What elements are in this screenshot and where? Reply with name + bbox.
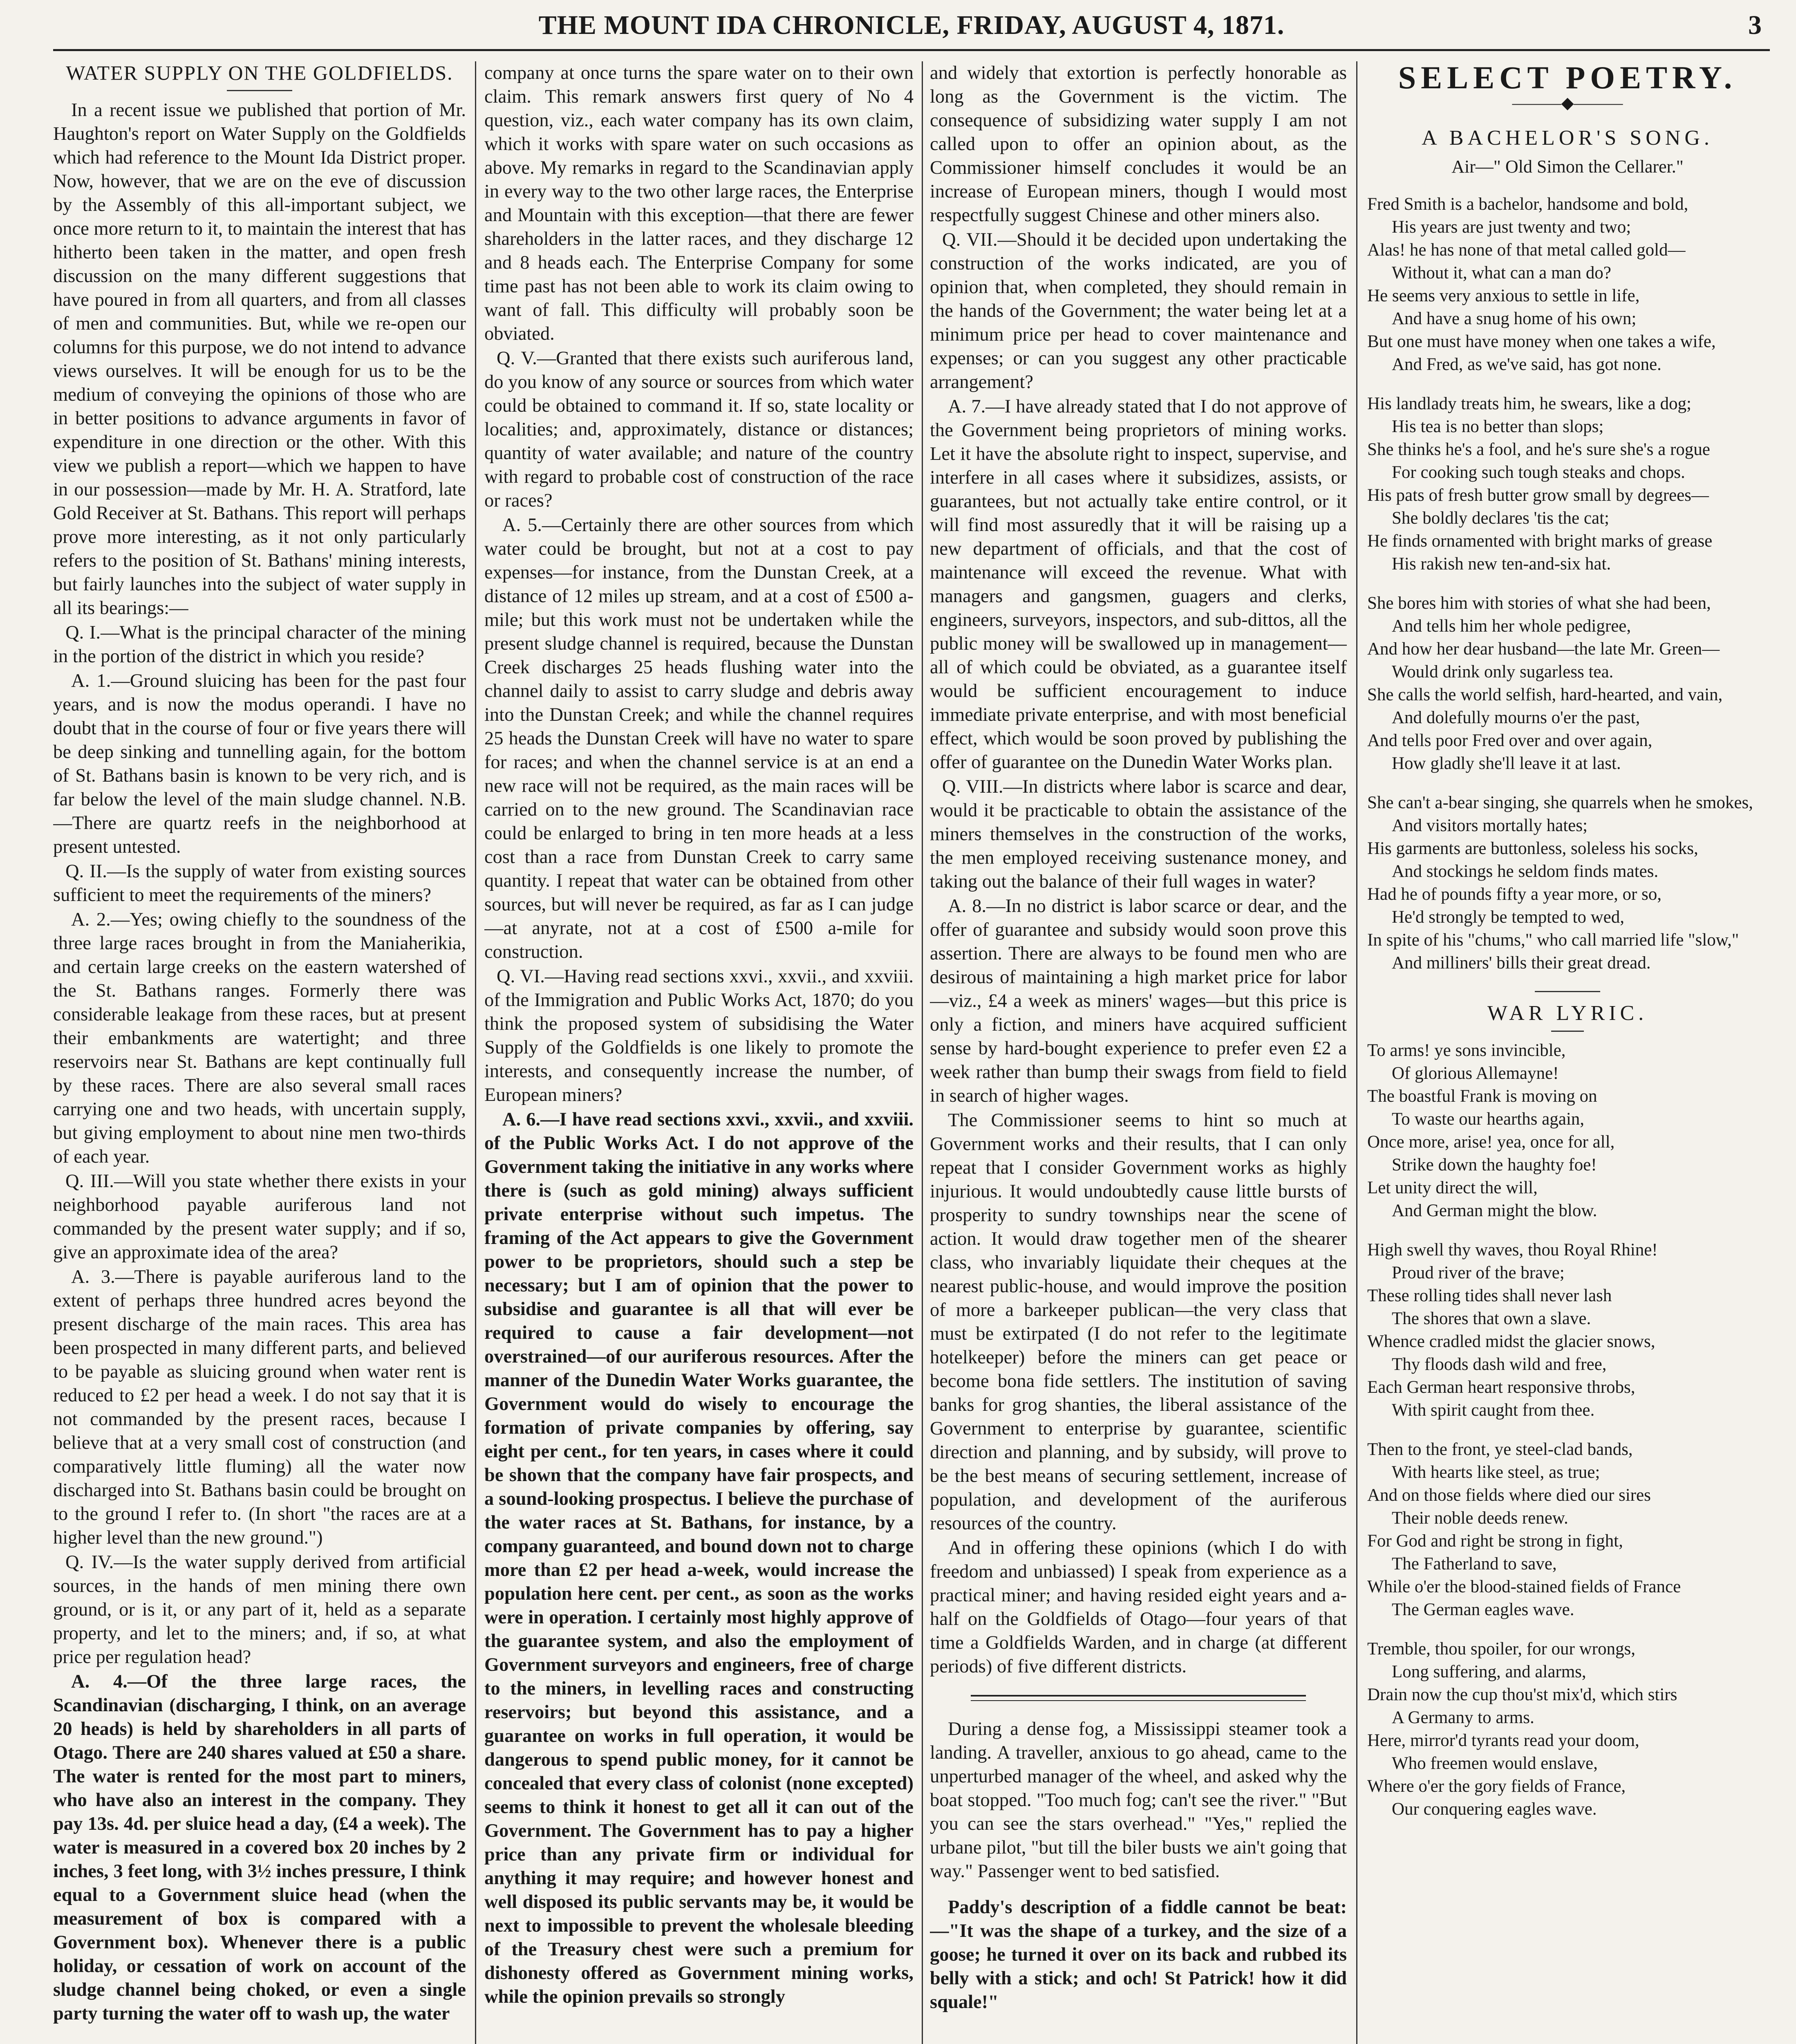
poem-line: Without it, what can a man do?	[1392, 263, 1611, 282]
poem-line: To arms! ye sons invincible,	[1367, 1041, 1566, 1060]
poem-line: And tells him her whole pedigree,	[1392, 616, 1631, 636]
poem-line: The German eagles wave.	[1392, 1600, 1574, 1619]
question: Q. VII.—Should it be decided upon undertaking the construction of the works indicated, are you of opinion that, when completed, they should remain in the hands of the Government; the water being let at a minimum price per head to cover maintenance and expenses; or can you suggest any other practicable arrangement?	[930, 229, 1347, 392]
poem-line: And on those fields where died our sires	[1367, 1486, 1651, 1505]
stanza	[1367, 1438, 1768, 1621]
divider	[971, 1695, 1306, 1701]
poem-line: These rolling tides shall never lash	[1367, 1286, 1612, 1305]
poem-line: For God and right be strong in fight,	[1367, 1531, 1623, 1551]
poem-line: Would drink only sugarless tea.	[1392, 662, 1614, 681]
stanza	[1367, 193, 1768, 376]
poem-line: Had he of pounds fifty a year more, or so,	[1367, 885, 1662, 904]
poem-line: But one must have money when one takes a wife,	[1367, 332, 1716, 351]
poem-line: Their noble deeds renew.	[1392, 1508, 1568, 1528]
poem-line: Let unity direct the will,	[1367, 1178, 1538, 1197]
poem-line: His pats of fresh butter grow small by degrees—	[1367, 486, 1709, 505]
stanza	[1367, 392, 1768, 576]
poem-line: While o'er the blood-stained fields of France	[1367, 1577, 1681, 1596]
poem-line: Thy floods dash wild and free,	[1392, 1355, 1607, 1374]
poem-line: Tremble, thou spoiler, for our wrongs,	[1367, 1639, 1635, 1659]
poem-line: Our conquering eagles wave.	[1392, 1800, 1597, 1819]
poem-line: Proud river of the brave;	[1392, 1263, 1565, 1282]
poem-line: He finds ornamented with bright marks of grease	[1367, 531, 1713, 551]
poetry-header: SELECT POETRY.	[1398, 61, 1737, 95]
poem-line: And dolefully mourns o'er the past,	[1392, 708, 1640, 727]
answer: A. 7.—I have already stated that I do not approve of the Government being proprietors of mining works. Let it have the absolute right to inspect, supervise, and interfere in all cases where it subsidizes, assists, or guarantees, but not actually take entire control, or it will find most assuredly that it will be raising up a new department of officials, and that the cost of maintenance will exceed the revenue. What with managers and gangsmen, guagers and clerks, engineers, surveyors, inspectors, and sub-dittos, all the public money will be swallowed up in management—all of which could be obviated, as a guarantee itself would be sufficient encouragement to induce immediate private enterprise, and with most beneficial effect, which would be soon proved by publishing the offer of guarantee on the Dunedin Water Works plan.	[930, 396, 1347, 773]
poem-line: Then to the front, ye steel-clad bands,	[1367, 1440, 1633, 1459]
column-3	[930, 61, 1347, 2044]
paragraph: The Commissioner seems to hint so much at Government works and their results, that I can only repeat that I consider Government works as highly injurious. It would undoubtedly cause little bursts of prosperity to sundry townships near the scene of action. It would draw together men of the shearer class, who invariably liquidate their cheques at the nearest public-house, and would improve the position of more a barkeeper publican—the very class that must be extirpated (I do not refer to the legitimate hotelkeeper) before the miners can get peace or become bona fide settlers. The institution of saving banks for grog shanties, the liberal assistance of the Government to enterprise by guarantee, scientific direction and planning, and by subsidy, will prove to be the best means of securing settlement, increase of population, and development of the auriferous resources of the country.	[930, 1110, 1347, 1534]
poem-line: With spirit caught from thee.	[1392, 1401, 1595, 1420]
anecdote: During a dense fog, a Mississippi steamer took a landing. A traveller, anxious to go ahead, came to the unperturbed manager of the wheel, and asked why the boat stopped. "Too much fog; can't see the river." "But you can see the stars overhead." "Yes," replied the urbane pilot, "but till the biler busts we ain't going that way." Passenger went to bed satisfied.	[930, 1719, 1347, 1882]
poem-line: And stockings he seldom finds mates.	[1392, 862, 1659, 881]
poem-line: Where o'er the gory fields of France,	[1367, 1777, 1626, 1796]
divider	[1551, 1031, 1584, 1032]
column-2	[484, 61, 914, 2044]
poem-line: With hearts like steel, as true;	[1392, 1463, 1600, 1482]
question: Q. II.—Is the supply of water from existing sources sufficient to meet the requirements of the miners?	[53, 861, 466, 905]
poem-line: And have a snug home of his own;	[1392, 309, 1637, 328]
poem-title: A BACHELOR'S SONG.	[1422, 126, 1713, 150]
poem-line: Each German heart responsive throbs,	[1367, 1378, 1635, 1397]
poem-line: A Germany to arms.	[1392, 1708, 1534, 1727]
article-headline: WATER SUPPLY ON THE GOLDFIELDS.	[66, 61, 453, 84]
poem-air: Air—" Old Simon the Cellarer."	[1451, 157, 1684, 177]
stanza	[1367, 1239, 1768, 1422]
anecdote: Paddy's description of a fiddle cannot be beat:—"It was the shape of a turkey, and the size of a goose; he turned it over on its back and rubbed its belly with a stick; and och! St Patrick! how it did squale!"	[930, 1897, 1347, 2013]
ornament: ———◆———	[1512, 94, 1623, 112]
poem-line: Once more, arise! yea, once for all,	[1367, 1132, 1615, 1152]
poem-line: In spite of his "chums," who call married life "slow,"	[1367, 930, 1739, 950]
paragraph: And in offering these opinions (which I do with freedom and unbiassed) I speak from experience as a practical miner; and having resided eight years and a-half on the Goldfields of Otago—four years of that time a Goldfields Warden, and in charge (at different periods) of five different districts.	[930, 1537, 1347, 1677]
answer: A. 6.—I have read sections xxvi., xxvii., and xxviii. of the Public Works Act. I do not approve of the Government taking the initiative in any works where there is (such as gold mining) always sufficient private enterprise without such impetus. The framing of the Act appears to give the Government power to be proprietors, should such a step be necessary; but I am of opinion that the power to subsidise and guarantee is all that will ever be required to cause a fair development—not overstrained—of our auriferous resources. After the manner of the Dunedin Water Works guarantee, the Government would do wisely to encourage the formation of private companies by offering, say eight per cent., for ten years, in cases where it could be shown that the company have fair prospects, and a sound-looking prospectus. I believe the purchase of the water races at St. Bathans, for instance, by a company guaranteed, and bound down not to charge more than £2 per head a-week, would increase the population here cent. per cent., as soon as the works were in operation. I certainly most highly approve of the guarantee system, and also the employment of Government surveyors and engineers, free of charge to the miners, in levelling races and constructing reservoirs; but beyond this assistance, and a guarantee on works in full operation, it would be dangerous to spend public money, for it cannot be concealed that every class of colonist (none excepted) seems to think it honest to get all it can out of the Government. The Government has to pay a higher price than any private firm or individual for anything it may require; and however honest and well disposed its public servants may be, it would be next to impossible to prevent the wholesale bleeding of the Treasury chest were such a premium for dishonesty offered as Government mining works, while the opinion prevails so strongly	[484, 1109, 914, 2007]
stanza	[1367, 1638, 1768, 1821]
answer: A. 1.—Ground sluicing has been for the past four years, and is now the modus operandi. I have no doubt that in the course of four or five years there will be deep sinking and tunnelling again, for the bottom of St. Bathans basin is known to be very rich, and is far below the level of the main sludge channel. N.B.—There are quartz reefs in the neighborhood at present untested.	[53, 670, 466, 857]
poem-line: The Fatherland to save,	[1392, 1554, 1557, 1573]
column-1	[53, 61, 466, 2044]
question: Q. VIII.—In districts where labor is scarce and dear, would it be practicable to obtain the assistance of the miners themselves in the construction of the works, the men employed receiving sustenance money, and taking out the balance of their full wages in water?	[930, 776, 1347, 892]
masthead	[53, 4, 1770, 51]
question: Q. III.—Will you state whether there exists in your neighborhood payable auriferous land not commanded by the present water supply; and if so, give an approximate idea of the area?	[53, 1171, 466, 1263]
poem-line: Strike down the haughty foe!	[1392, 1155, 1597, 1174]
poem-line: She boldly declares 'tis the cat;	[1392, 509, 1609, 528]
poem-line: Whence cradled midst the glacier snows,	[1367, 1332, 1655, 1351]
poem-line: Fred Smith is a bachelor, handsome and bold,	[1367, 195, 1689, 214]
question: Q. IV.—Is the water supply derived from artificial sources, in the hands of men mining there own ground, or is it, or any part of it, held as a separate property, and let to the miners; and, if so, at what price per regulation head?	[53, 1552, 466, 1667]
poem-line: His garments are buttonless, soleless his socks,	[1367, 839, 1698, 858]
answer: A. 8.—In no district is labor scarce or dear, and the offer of guarantee and subsidy would soon prove this assertion. There are always to be found men who are desirous of maintaining a high market price for labor—viz., £4 a week as miners' wages—but this price is only a fiction, and miners have acquired sufficient sense by hard-bought experience to prefer even £2 a week rather than bump their swags from field to field in search of higher wages.	[930, 896, 1347, 1106]
poem-line: And milliners' bills their great dread.	[1392, 953, 1651, 973]
divider	[227, 90, 292, 91]
paragraph: and widely that extortion is perfectly honorable as long as the Government is the victim. The consequence of subsidizing water supply I am not called upon to offer an opinion about, as the Commissioner himself concludes it would be an increase of European miners, though I would most respectfully suggest Chinese and other miners also.	[930, 63, 1347, 226]
answer: A. 2.—Yes; owing chiefly to the soundness of the three large races brought in from the Maniaherikia, and certain large creeks on the eastern watershed of the St. Bathans ranges. Formerly there was considerable leakage from these races, but at present their embankments are watertight; and three reservoirs near St. Bathans are kept continually full by these races. There are also several small races carrying one and two heads, with uncertain supply, but giving employment to about nine men two-thirds of each year.	[53, 909, 466, 1167]
question: Q. I.—What is the principal character of the mining in the portion of the district in which you reside?	[53, 622, 466, 667]
poem-line: He seems very anxious to settle in life,	[1367, 286, 1640, 305]
poem-line: Alas! he has none of that metal called gold—	[1367, 240, 1686, 260]
paragraph: In a recent issue we published that portion of Mr. Haughton's report on Water Supply on the Goldfields which had reference to the Mount Ida District proper. Now, however, that we are on the eve of discussion by the Assembly of this all-important subject, we once more return to it, to maintain the interest that has hitherto been taken in the matter, and open fresh discussion on the many different suggestions that have poured in from all quarters, and from all classes of men and communities. But, while we re-open our columns for this purpose, we do not intend to advance views ourselves. It will be enough for us to be the medium of conveying the opinions of those who are in better positions to advance arguments in favor of expenditure in one direction or the other. With this view we publish a report—which we happen to have in our possession—made by Mr. H. A. Stratford, late Gold Receiver at St. Bathans. This report will perhaps prove more interesting, as it not only particularly refers to the position of St. Bathans' mining interests, but fairly launches into the subject of water supply in all its bearings:—	[53, 100, 466, 619]
stanza	[1367, 791, 1768, 975]
poem-line: The shores that own a slave.	[1392, 1309, 1591, 1328]
poem-line: His rakish new ten-and-six hat.	[1392, 554, 1611, 574]
poem-line: She can't a-bear singing, she quarrels when he smokes,	[1367, 793, 1753, 812]
page-number: 3	[1748, 10, 1762, 40]
paragraph: company at once turns the spare water on to their own claim. This remark answers first query of No 4 question, viz., each water company has its own claim, which it works with spare water on such occasions as above. My remarks in regard to the Scandinavian apply in every way to the two other large races, the Enterprise and Mountain with this exception—that there are fewer shareholders in the latter races, and they discharge 12 and 8 heads each. The Enterprise Company for some time past has not been able to work its claim owing to want of fall. This difficulty will probably soon be obviated.	[484, 63, 914, 344]
poem-line: He'd strongly be tempted to wed,	[1392, 908, 1625, 927]
poem-line: How gladly she'll leave it at last.	[1392, 754, 1621, 773]
column-rule	[922, 61, 923, 2044]
poem-line: And how her dear husband—the late Mr. Green—	[1367, 639, 1720, 659]
answer: A. 3.—There is payable auriferous land to the extent of perhaps three hundred acres beyond the present discharge of the main races. This area has been prospected in many different parts, and believed to be payable as sluicing ground when water rent is reduced to £2 per head a week. I do not say that it is not commanded by the present races, because I believe that at a very small cost of construction (and comparatively little fluming) all the water now discharged into St. Bathans basin could be brought on to the ground I refer to. (In short "the races are at a higher level than the new ground.")	[53, 1266, 466, 1548]
poem-line: For cooking such tough steaks and chops.	[1392, 463, 1685, 482]
column-4	[1367, 61, 1768, 2044]
poem-line: The boastful Frank is moving on	[1367, 1087, 1597, 1106]
poem-line: To waste our hearths again,	[1392, 1109, 1585, 1129]
poem-body	[1367, 1039, 1768, 1821]
poem-line: His tea is no better than slops;	[1392, 417, 1604, 436]
poem-body	[1367, 193, 1768, 975]
poem-title: WAR LYRIC.	[1487, 1002, 1648, 1025]
poem-line: And visitors mortally hates;	[1392, 816, 1588, 835]
poem-line: Of glorious Allemayne!	[1392, 1064, 1559, 1083]
column-rule	[1356, 61, 1357, 2044]
poem-line: Who freemen would enslave,	[1392, 1754, 1598, 1773]
answer: A. 5.—Certainly there are other sources from which water could be brought, but not at a cost to pay expenses—for instance, from the Dunstan Creek, at a distance of 12 miles up stream, and at a cost of £500 a-mile; but this work must not be undertaken while the present sludge channel is required, because the Dunstan Creek discharges 25 heads flushing water into the channel daily to assist to carry sludge and debris away into the Dunstan Creek; and while the channel requires 25 heads the Dunstan Creek will have no water to spare for races; and when the channel service is at an end a new race will not be required, as the main races will be carried on to the new ground. The Scandinavian race could be enlarged to bring in ten more heads at a less cost than a race from Dunstan Creek to carry same quantity. I repeat that water can be obtained from other sources, but will never be required, as far as I can judge—at anyrate, not at a cost of £500 a-mile for construction.	[484, 515, 914, 962]
poem-line: And German might the blow.	[1392, 1201, 1597, 1220]
column-rule	[475, 61, 476, 2044]
poem-line: And tells poor Fred over and over again,	[1367, 731, 1653, 750]
question: Q. V.—Granted that there exists such auriferous land, do you know of any source or sources from which water could be obtained to command it. If so, state locality or localities; and, approximately, distance or distances; quantity of water available; and nature of the country with regard to probable cost of construction of the race or races?	[484, 348, 914, 511]
stanza	[1367, 592, 1768, 775]
poem-line: His landlady treats him, he swears, like a dog;	[1367, 394, 1691, 413]
poem-line: Drain now the cup thou'st mix'd, which stirs	[1367, 1685, 1677, 1704]
poem-line: And Fred, as we've said, has got none.	[1392, 355, 1662, 374]
newspaper-title: THE MOUNT IDA CHRONICLE, FRIDAY, AUGUST 4, 1871.	[538, 10, 1285, 40]
poem-line: High swell thy waves, thou Royal Rhine!	[1367, 1240, 1658, 1260]
poem-line: Long suffering, and alarms,	[1392, 1662, 1586, 1681]
poem-line: She bores him with stories of what she had been,	[1367, 594, 1711, 613]
divider	[1535, 991, 1600, 992]
answer: A. 4.—Of the three large races, the Scandinavian (discharging, I think, on an average 20 heads) is held by shareholders in all parts of Otago. There are 240 shares valued at £50 a share. The water is rented for the most part to miners, who have also an interest in the company. They pay 13s. 4d. per sluice head a day, (£4 a week). The water is measured in a covered box 20 inches by 2 inches, 3 feet long, with 3½ inches pressure, I think equal to a Government sluice head (when the measurement of box is compared with a Government box). Whenever there is a public holiday, or cessation of work on account of the sludge channel being choked, or even a single party turning the water off to wash up, the water	[53, 1671, 466, 2024]
poem-line: His years are just twenty and two;	[1392, 217, 1631, 237]
question: Q. VI.—Having read sections xxvi., xxvii., and xxviii. of the Immigration and Public Works Act, 1870; do you think the proposed system of subsidising the Water Supply of the Goldfields is one likely to promote the interests, and consequently increase the number, of European miners?	[484, 966, 914, 1105]
poem-line: She calls the world selfish, hard-hearted, and vain,	[1367, 685, 1723, 704]
poem-line: Here, mirror'd tyrants read your doom,	[1367, 1731, 1639, 1750]
poem-line: She thinks he's a fool, and he's sure she's a rogue	[1367, 440, 1710, 459]
stanza	[1367, 1039, 1768, 1222]
